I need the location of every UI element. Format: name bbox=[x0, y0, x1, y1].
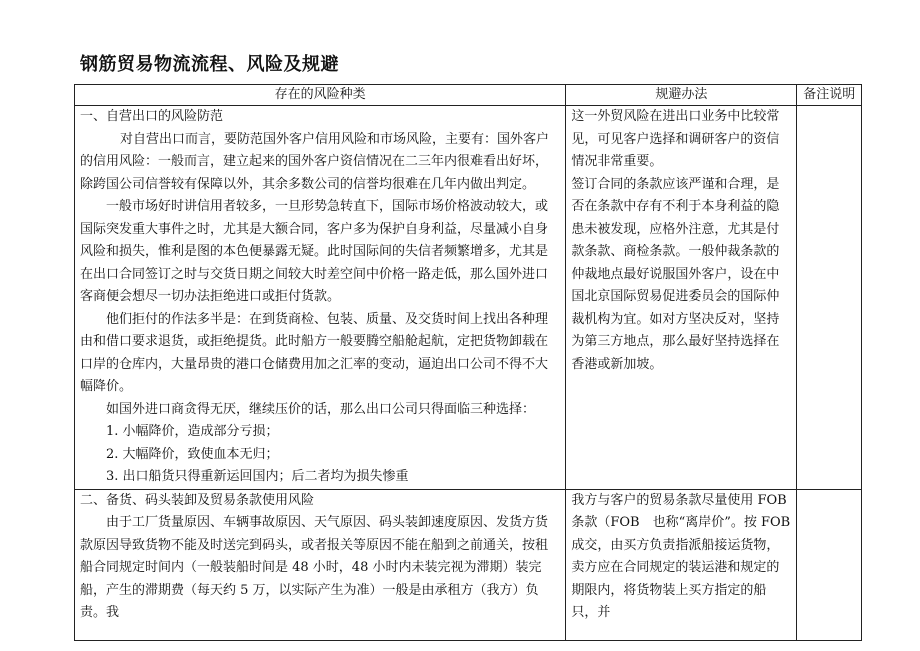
list-item: 3. 出口船货只得重新运回国内；后二者均为损失惨重 bbox=[106, 469, 409, 484]
paragraph: 由于工厂货量原因、车辆事故原因、天气原因、码头装卸速度原因、发货方货款原因导致货物不能及时送完到码头，或者报关等原因不能在船到之前通关，按租船合同规定时间内（一般装船时间是 48 小时，48 小时内未装完视为滞期）装完船，产生的滞期费（每天约 5 万，以实际产生为准）一般是由承租方（我方）负责。我 bbox=[80, 515, 549, 620]
table-header-row bbox=[75, 85, 862, 106]
header-avoidance: 规避办法 bbox=[566, 85, 797, 106]
document-title: 钢筋贸易物流流程、风险及规避 bbox=[80, 54, 339, 75]
risk-table bbox=[74, 84, 862, 641]
list-item: 1. 小幅降价，造成部分亏损； bbox=[106, 424, 279, 439]
list-item: 2. 大幅降价，致使血本无归； bbox=[106, 446, 279, 462]
paragraph: 如国外进口商贪得无厌，继续压价的话，那么出口公司只得面临三种选择： bbox=[106, 401, 536, 417]
paragraph: 签订合同的条款应该严谨和合理，是否在条款中存有不利于本身利益的隐患未被发现，应格外注意，尤其是付款条款、商检条款。一般仲裁条款的仲裁地点最好说服国外客户，设在中国北京国际贸易促进委员会的国际仲裁机构为宜。如对方坚决反对，坚持为第三方地点，那么最好坚持选择在香港或新加坡。 bbox=[571, 176, 780, 372]
section-heading: 一、自营出口的风险防范 bbox=[80, 109, 224, 124]
avoidance-cell bbox=[566, 106, 797, 490]
risk-cell bbox=[75, 489, 566, 640]
risk-cell bbox=[75, 106, 566, 490]
remarks-cell bbox=[797, 489, 862, 640]
table-row bbox=[75, 106, 862, 490]
avoidance-cell bbox=[566, 489, 797, 640]
paragraph: 对自营出口而言，要防范国外客户信用风险和市场风险，主要有：国外客户的信用风险：一般而言，建立起来的国外客户资信情况在二三年内很难看出好坏，除跨国公司信誉较有保障以外，其余多数公司的信誉均很难在几年内做出判定。 bbox=[80, 131, 550, 192]
header-risk-types: 存在的风险种类 bbox=[75, 85, 566, 106]
table-row bbox=[75, 489, 862, 640]
section-heading: 二、备货、码头装卸及贸易条款使用风险 bbox=[80, 492, 315, 508]
paragraph: 这一外贸风险在进出口业务中比较常见，可见客户选择和调研客户的资信情况非常重要。 bbox=[571, 109, 780, 169]
paragraph: 他们拒付的作法多半是：在到货商检、包装、质量、及交货时间上找出各种理由和借口要求退货，或拒绝提货。此时船方一般要腾空船舱起航，定把货物卸载在口岸的仓库内，大量昂贵的港口仓储费用加之汇率的变动，逼迫出口公司不得不大幅降价。 bbox=[80, 311, 549, 394]
remarks-cell bbox=[797, 106, 862, 490]
paragraph: 一般市场好时讲信用者较多，一旦形势急转直下，国际市场价格波动较大，或国际突发重大事件之时，尤其是大额合同，客户多为保护自身利益，尽量减小自身风险和损失，惟利是图的本色便暴露无疑。此时国际间的失信者频繁增多，尤其是在出口合同签订之时与交货日期之间较大时差空间中价格一路走低，那么国外进口客商便会想尽一切办法拒绝进口或拒付货款。 bbox=[80, 199, 549, 304]
paragraph: 我方与客户的贸易条款尽量使用 FOB 条款（FOB 也称“离岸价”。按 FOB 成交，由买方负责指派船接运货物，卖方应在合同规定的装运港和规定的期限内，将货物装上买方指定的船只，并 bbox=[571, 492, 791, 620]
header-remarks: 备注说明 bbox=[797, 85, 862, 106]
